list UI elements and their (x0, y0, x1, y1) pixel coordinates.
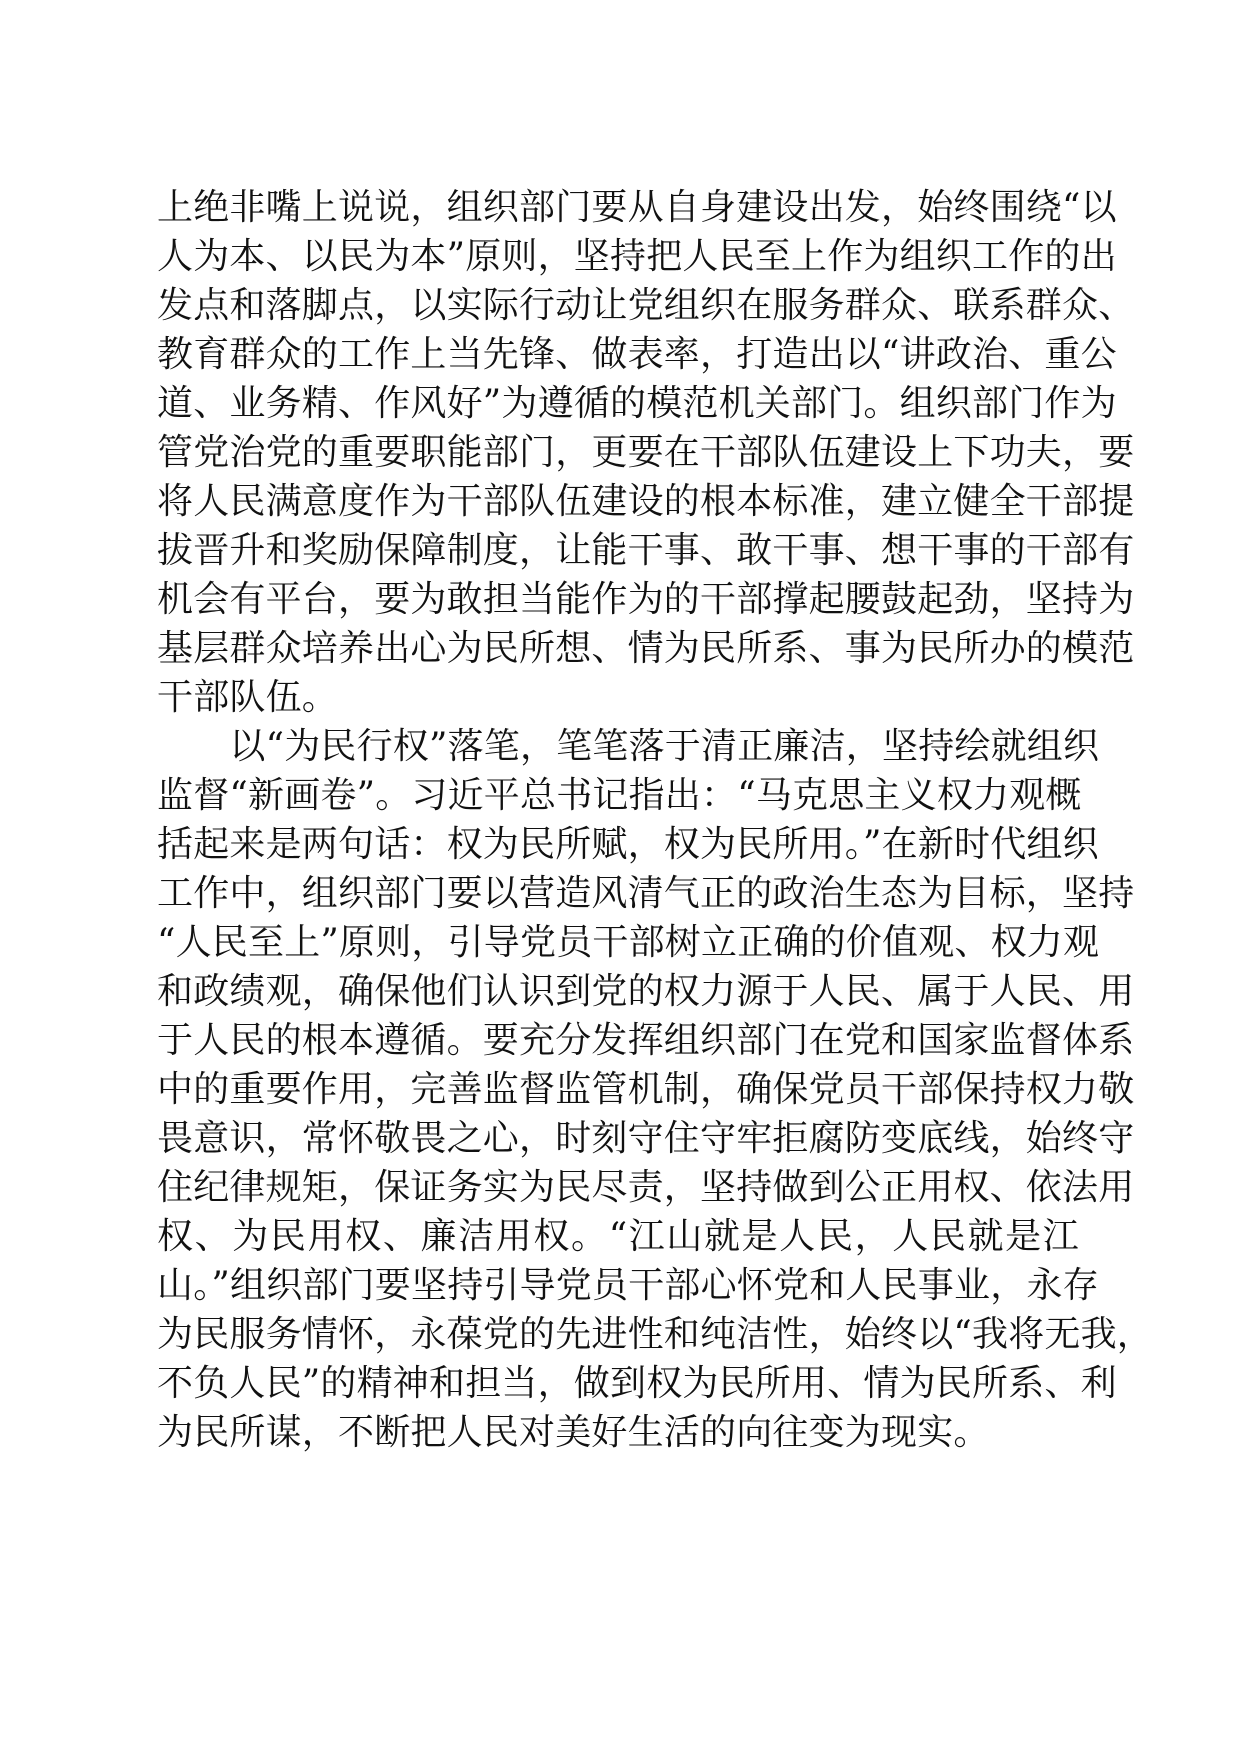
text-line: 监督“新画卷”。习近平总书记指出：“马克思主义权力观概 (157, 775, 1082, 816)
paragraph-2 (157, 722, 1154, 1457)
text-line: 管党治党的重要职能部门，更要在干部队伍建设上下功夫，要 (157, 432, 1135, 473)
text-line: 工作中，组织部门要以营造风清气正的政治生态为目标，坚持 (157, 873, 1135, 914)
text-line: 和政绩观，确保他们认识到党的权力源于人民、属于人民、用 (157, 971, 1135, 1012)
paragraph-1 (157, 183, 1135, 722)
text-line: 干部队伍。 (157, 677, 339, 718)
text-line: 为民服务情怀，永葆党的先进性和纯洁性，始终以“我将无我， (157, 1314, 1154, 1355)
text-line: 基层群众培养出心为民所想、情为民所系、事为民所办的模范 (157, 628, 1135, 669)
text-line: 于人民的根本遵循。要充分发挥组织部门在党和国家监督体系 (157, 1020, 1135, 1061)
text-line: 山。”组织部门要坚持引导党员干部心怀党和人民事业，永存 (157, 1265, 1099, 1306)
text-line: 道、业务精、作风好”为遵循的模范机关部门。组织部门作为 (157, 383, 1117, 424)
text-line: 发点和落脚点，以实际行动让党组织在服务群众、联系群众、 (157, 285, 1135, 326)
text-line: 住纪律规矩，保证务实为民尽责，坚持做到公正用权、依法用 (157, 1167, 1135, 1208)
text-line: 以“为民行权”落笔，笔笔落于清正廉洁，坚持绘就组织 (157, 726, 1100, 767)
text-line: 括起来是两句话：权为民所赋，权为民所用。”在新时代组织 (157, 824, 1099, 865)
text-line: 机会有平台，要为敢担当能作为的干部撑起腰鼓起劲，坚持为 (157, 579, 1135, 620)
document-body (157, 183, 1154, 1457)
text-line: 畏意识，常怀敬畏之心，时刻守住守牢拒腐防变底线，始终守 (157, 1118, 1135, 1159)
text-line: 上绝非嘴上说说，组织部门要从自身建设出发，始终围绕“以 (157, 187, 1117, 228)
text-line: 权、为民用权、廉洁用权。“江山就是人民，人民就是江 (157, 1216, 1079, 1257)
text-line: 教育群众的工作上当先锋、做表率，打造出以“讲政治、重公 (157, 334, 1117, 375)
text-line: 拔晋升和奖励保障制度，让能干事、敢干事、想干事的干部有 (157, 530, 1135, 571)
text-line: 人为本、以民为本”原则，坚持把人民至上作为组织工作的出 (157, 236, 1117, 277)
text-line: 中的重要作用，完善监督监管机制，确保党员干部保持权力敬 (157, 1069, 1135, 1110)
text-line: 为民所谋，不断把人民对美好生活的向往变为现实。 (157, 1412, 990, 1453)
text-line: 不负人民”的精神和担当，做到权为民所用、情为民所系、利 (157, 1363, 1117, 1404)
text-line: “人民至上”原则，引导党员干部树立正确的价值观、权力观 (157, 922, 1100, 963)
text-line: 将人民满意度作为干部队伍建设的根本标准，建立健全干部提 (157, 481, 1135, 522)
